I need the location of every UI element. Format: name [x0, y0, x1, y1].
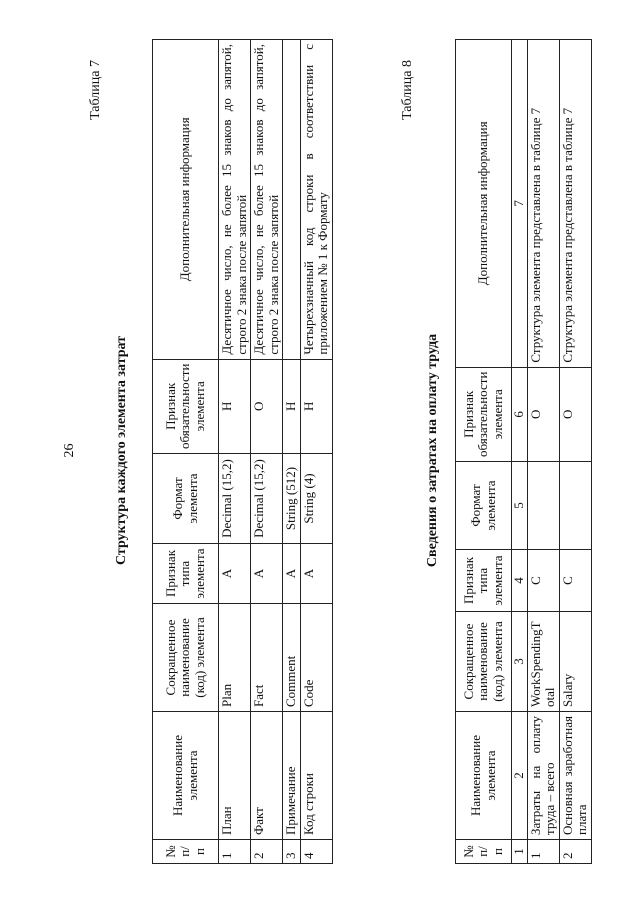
- table-cell: Структура элемента представлена в таблице 7: [527, 40, 559, 368]
- table-cell: Факт: [251, 712, 283, 840]
- table7-title: Структура каждого элемента затрат: [114, 335, 129, 566]
- table-cell: А: [300, 544, 332, 604]
- table-cell: О: [559, 367, 591, 461]
- table7-header-cell: № п/п: [153, 840, 219, 864]
- table7-label: Таблица 7: [88, 60, 103, 120]
- table-cell: О: [527, 367, 559, 461]
- table7-header-cell: Наименование элемента: [153, 712, 219, 840]
- table8-header-cell: Наименование элемента: [456, 712, 512, 840]
- table8-header-cell: Признак типа элемента: [456, 550, 512, 612]
- column-number: 5: [512, 462, 528, 550]
- table-cell: 4: [300, 840, 332, 864]
- table-cell: А: [283, 544, 301, 604]
- table-cell: Plan: [219, 604, 251, 712]
- table7-header-cell: Формат элемента: [153, 454, 219, 544]
- table-row: [251, 40, 283, 864]
- column-number: 2: [512, 712, 528, 840]
- table-cell: Основная заработная плата: [559, 712, 591, 840]
- table-cell: 2: [251, 840, 283, 864]
- table-cell: Десятичное число, не более 15 знаков до запятой, строго 2 знака после запятой: [251, 40, 283, 360]
- table-cell: План: [219, 712, 251, 840]
- table-row: [283, 40, 301, 864]
- table-cell: [559, 462, 591, 550]
- table-row: [559, 40, 591, 864]
- table-cell: Н: [283, 359, 301, 453]
- table7-header-row: [153, 40, 219, 864]
- table7-header-cell: Сокращенное наименование (код) элемента: [153, 604, 219, 712]
- table-cell: Код строки: [300, 712, 332, 840]
- table8-header-cell: Сокращенное наименование (код) элемента: [456, 612, 512, 712]
- table8-header-cell: Формат элемента: [456, 462, 512, 550]
- table-cell: Code: [300, 604, 332, 712]
- table-cell: Десятичное число, не более 15 знаков до запятой, строго 2 знака после запятой: [219, 40, 251, 360]
- table-cell: Н: [300, 359, 332, 453]
- table-row: [527, 40, 559, 864]
- table-cell: Структура элемента представлена в таблице 7: [559, 40, 591, 368]
- table8-column-number-row: [512, 40, 528, 864]
- table-cell: [283, 40, 301, 360]
- table-cell: С: [559, 550, 591, 612]
- table-cell: Н: [219, 359, 251, 453]
- column-number: 7: [512, 40, 528, 368]
- table-cell: 3: [283, 840, 301, 864]
- table-cell: А: [219, 544, 251, 604]
- table-cell: 1: [219, 840, 251, 864]
- table-cell: Примечание: [283, 712, 301, 840]
- table-cell: Comment: [283, 604, 301, 712]
- table-cell: Decimal (15,2): [219, 454, 251, 544]
- table8-header-row: [456, 40, 512, 864]
- table-row: [300, 40, 332, 864]
- table-cell: Decimal (15,2): [251, 454, 283, 544]
- table8: [455, 39, 592, 864]
- table8-header-cell: Признак обязательности элемента: [456, 367, 512, 461]
- table-cell: String (4): [300, 454, 332, 544]
- table8-header-cell: Дополнительная информация: [456, 40, 512, 368]
- table-cell: 1: [527, 840, 559, 864]
- table8-title: Сведения о затратах на оплату труда: [425, 333, 440, 568]
- table-cell: [527, 462, 559, 550]
- table-cell: О: [251, 359, 283, 453]
- column-number: 4: [512, 550, 528, 612]
- table7: [152, 39, 333, 864]
- table8-header-cell: № п/п: [456, 840, 512, 864]
- column-number: 1: [512, 840, 528, 864]
- table-cell: Четырехзначный код строки в соответствии с приложением № 1 к Формату: [300, 40, 332, 360]
- table-cell: Salary: [559, 612, 591, 712]
- table-cell: WorkSpendingTotal: [527, 612, 559, 712]
- table-cell: Fact: [251, 604, 283, 712]
- table-cell: С: [527, 550, 559, 612]
- table7-header-cell: Признак обязательности элемента: [153, 359, 219, 453]
- table-cell: 2: [559, 840, 591, 864]
- page-number: 26: [62, 443, 77, 458]
- table-cell: А: [251, 544, 283, 604]
- column-number: 3: [512, 612, 528, 712]
- column-number: 6: [512, 367, 528, 461]
- table7-header-cell: Признак типа элемента: [153, 544, 219, 604]
- table8-label: Таблица 8: [400, 60, 415, 120]
- table-row: [219, 40, 251, 864]
- table-cell: String (512): [283, 454, 301, 544]
- table7-header-cell: Дополнительная информация: [153, 40, 219, 360]
- table-cell: Затраты на оплату труда – всего: [527, 712, 559, 840]
